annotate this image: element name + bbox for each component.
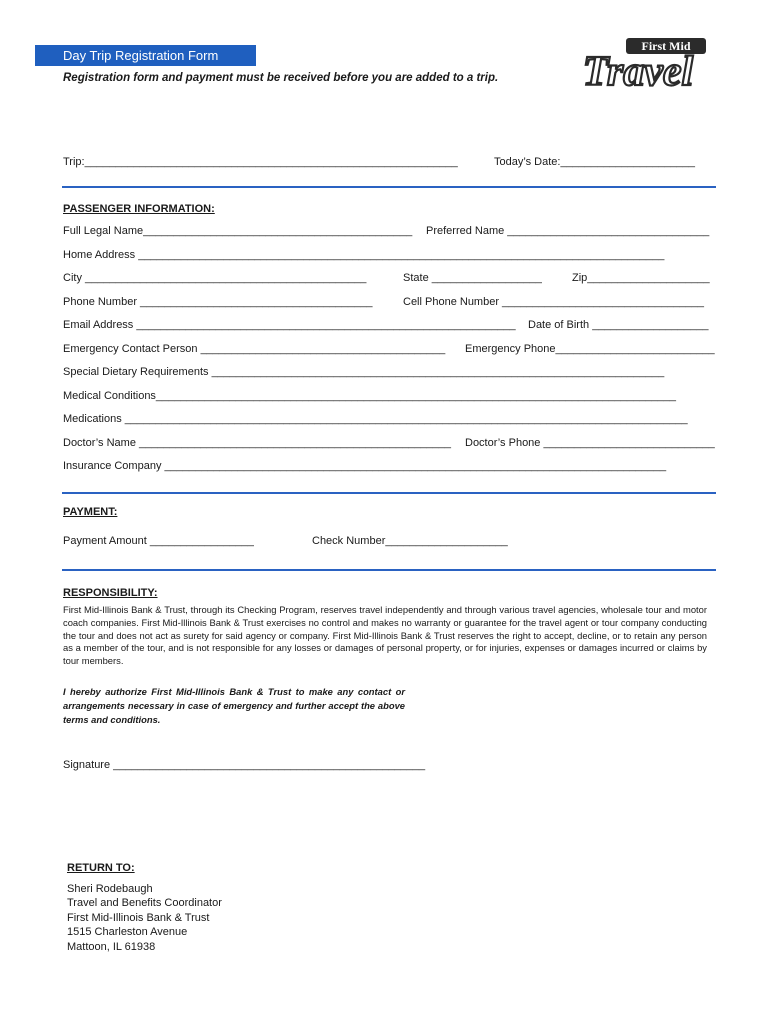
emergency-contact-field[interactable]: Emergency Contact Person ________________________________________ [63,343,446,355]
address-line: Travel and Benefits Coordinator [67,897,222,910]
doctors-phone-field[interactable]: Doctor’s Phone ____________________________ [465,437,715,449]
emergency-phone-field[interactable]: Emergency Phone__________________________ [465,343,715,355]
logo-main-text: Travel [582,49,694,91]
passenger-heading: PASSENGER INFORMATION: [63,203,215,215]
form-title: Day Trip Registration Form [35,45,256,66]
return-to-heading: RETURN TO: [67,862,135,874]
zip-field[interactable]: Zip____________________ [572,272,710,284]
form-subtitle: Registration form and payment must be received before you are added to a trip. [63,72,499,84]
todays-date-field[interactable]: Today’s Date:______________________ [494,156,696,168]
date-of-birth-field[interactable]: Date of Birth ___________________ [528,319,709,331]
section-divider [62,492,716,494]
payment-amount-field[interactable]: Payment Amount _________________ [63,535,254,547]
section-divider [62,569,716,571]
phone-number-field[interactable]: Phone Number ______________________________________ [63,296,373,308]
logo-top-text: First Mid [641,39,691,53]
preferred-name-field[interactable]: Preferred Name _________________________________ [426,225,710,237]
authorization-statement: I hereby authorize First Mid-Illinois Bank & Trust to make any contact or arrangements necessary in case of emergency and further accept the above terms and conditions. [63,686,405,725]
doctors-name-field[interactable]: Doctor’s Name ___________________________________________________ [63,437,452,449]
return-address [67,882,222,954]
cell-phone-field[interactable]: Cell Phone Number _________________________________ [403,296,704,308]
state-field[interactable]: State __________________ [403,272,542,284]
payment-heading: PAYMENT: [63,506,118,518]
city-field[interactable]: City ______________________________________________ [63,272,367,284]
home-address-field[interactable]: Home Address ______________________________________________________________________________________ [63,249,665,261]
responsibility-text: First Mid-Illinois Bank & Trust, through its Checking Program, reserves travel independently and through various travel agencies, wholesale tour and motor coach companies. First Mid-Illinois Bank & Trust exercises no control and makes no warranty or guarantee for the travel agent or tour company conducting the tour and does not act as surety for said agency or company. First Mid-Illinois Bank & Trust reserves the right to accept, decline, or to retain any person as a member of the tour, and is not responsible for any losses or damages of personal property, or for injuries, expenses or damages incurred or claims by tour members. [63,604,707,667]
full-legal-name-field[interactable]: Full Legal Name____________________________________________ [63,225,413,237]
trip-field[interactable]: Trip:_____________________________________________________________ [63,156,458,168]
insurance-company-field[interactable]: Insurance Company __________________________________________________________________________________ [63,460,667,472]
medical-conditions-field[interactable]: Medical Conditions_____________________________________________________________________________________ [63,390,676,402]
signature-field[interactable]: Signature ___________________________________________________ [63,759,426,771]
responsibility-heading: RESPONSIBILITY: [63,587,158,599]
email-field[interactable]: Email Address ______________________________________________________________ [63,319,516,331]
address-line: Mattoon, IL 61938 [67,940,156,953]
address-line: Sheri Rodebaugh [67,883,153,895]
dietary-requirements-field[interactable]: Special Dietary Requirements __________________________________________________________________________ [63,366,665,378]
address-line: 1515 Charleston Avenue [67,926,188,939]
address-line: First Mid-Illinois Bank & Trust [67,911,210,924]
first-mid-travel-logo [568,35,710,91]
medications-field[interactable]: Medications ____________________________________________________________________________________________ [63,413,688,425]
section-divider [62,186,716,188]
check-number-field[interactable]: Check Number____________________ [312,535,508,547]
